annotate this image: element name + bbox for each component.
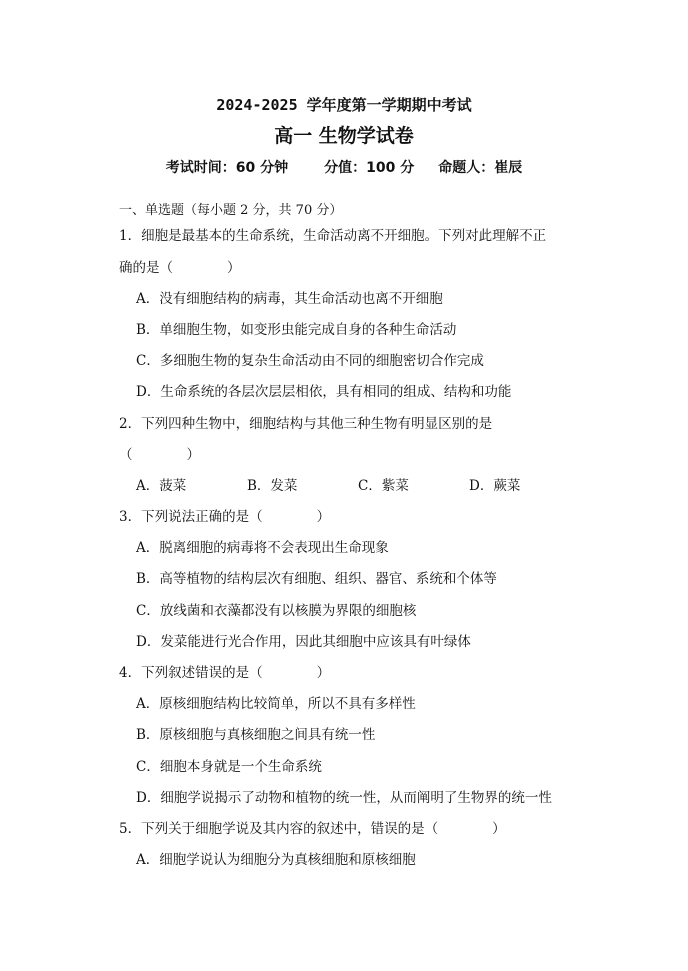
question-3-option-c: C．放线菌和衣藻都没有以核膜为界限的细胞核 (136, 603, 417, 619)
question-4-option-d: D．细胞学说揭示了动物和植物的统一性，从而阐明了生物界的统一性 (136, 790, 552, 806)
question-1-stem-line1: 1．细胞是最基本的生命系统，生命活动离不开细胞。下列对此理解不正 (119, 228, 547, 244)
exam-time: 考试时间：60 分钟 (165, 160, 289, 176)
paper-title: 高一 生物学试卷 (274, 125, 414, 147)
question-4-option-b: B．原核细胞与真核细胞之间具有统一性 (136, 727, 376, 743)
question-3-option-b: B．高等植物的结构层次有细胞、组织、器官、系统和个体等 (136, 571, 497, 587)
question-2-options (136, 480, 580, 494)
question-1-option-b: B．单细胞生物，如变形虫能完成自身的各种生命活动 (136, 322, 457, 338)
question-2-stem-line1: 2．下列四种生物中，细胞结构与其他三种生物有明显区别的是 (119, 416, 493, 432)
question-1-option-d: D．生命系统的各层次层层相依，具有相同的组成、结构和功能 (136, 384, 512, 400)
question-2-option-a: A．菠菜 (136, 478, 187, 494)
question-1-stem-line2: 确的是（ ） (119, 260, 241, 276)
exam-title: 2024-2025 学年度第一学期期中考试 (216, 96, 472, 114)
question-3-option-d: D．发菜能进行光合作用，因此其细胞中应该具有叶绿体 (136, 634, 471, 650)
question-5-option-a: A．细胞学说认为细胞分为真核细胞和原核细胞 (136, 852, 416, 868)
question-1-option-a: A．没有细胞结构的病毒，其生命活动也离不开细胞 (136, 291, 443, 307)
question-1-option-c: C．多细胞生物的复杂生命活动由不同的细胞密切合作完成 (136, 353, 484, 369)
section-title: 一、单选题（每小题 2 分，共 70 分） (119, 203, 343, 218)
question-4-option-c: C．细胞本身就是一个生命系统 (136, 759, 322, 775)
question-3-option-a: A．脱离细胞的病毒将不会表现出生命现象 (136, 540, 389, 556)
question-4-option-a: A．原核细胞结构比较简单，所以不具有多样性 (136, 696, 416, 712)
question-2-option-c: C．紫菜 (358, 478, 409, 494)
question-3-stem: 3．下列说法正确的是（ ） (119, 509, 331, 525)
exam-author: 命题人：崔辰 (438, 160, 523, 176)
exam-meta (0, 161, 688, 175)
exam-score: 分值：100 分 (324, 160, 415, 176)
question-2-stem-line2: （ ） (119, 447, 200, 463)
question-5-stem: 5．下列关于细胞学说及其内容的叙述中，错误的是（ ） (119, 821, 506, 837)
question-4-stem: 4．下列叙述错误的是（ ） (119, 665, 331, 681)
question-2-option-d: D．蕨菜 (469, 478, 521, 494)
question-2-option-b: B．发菜 (247, 478, 298, 494)
